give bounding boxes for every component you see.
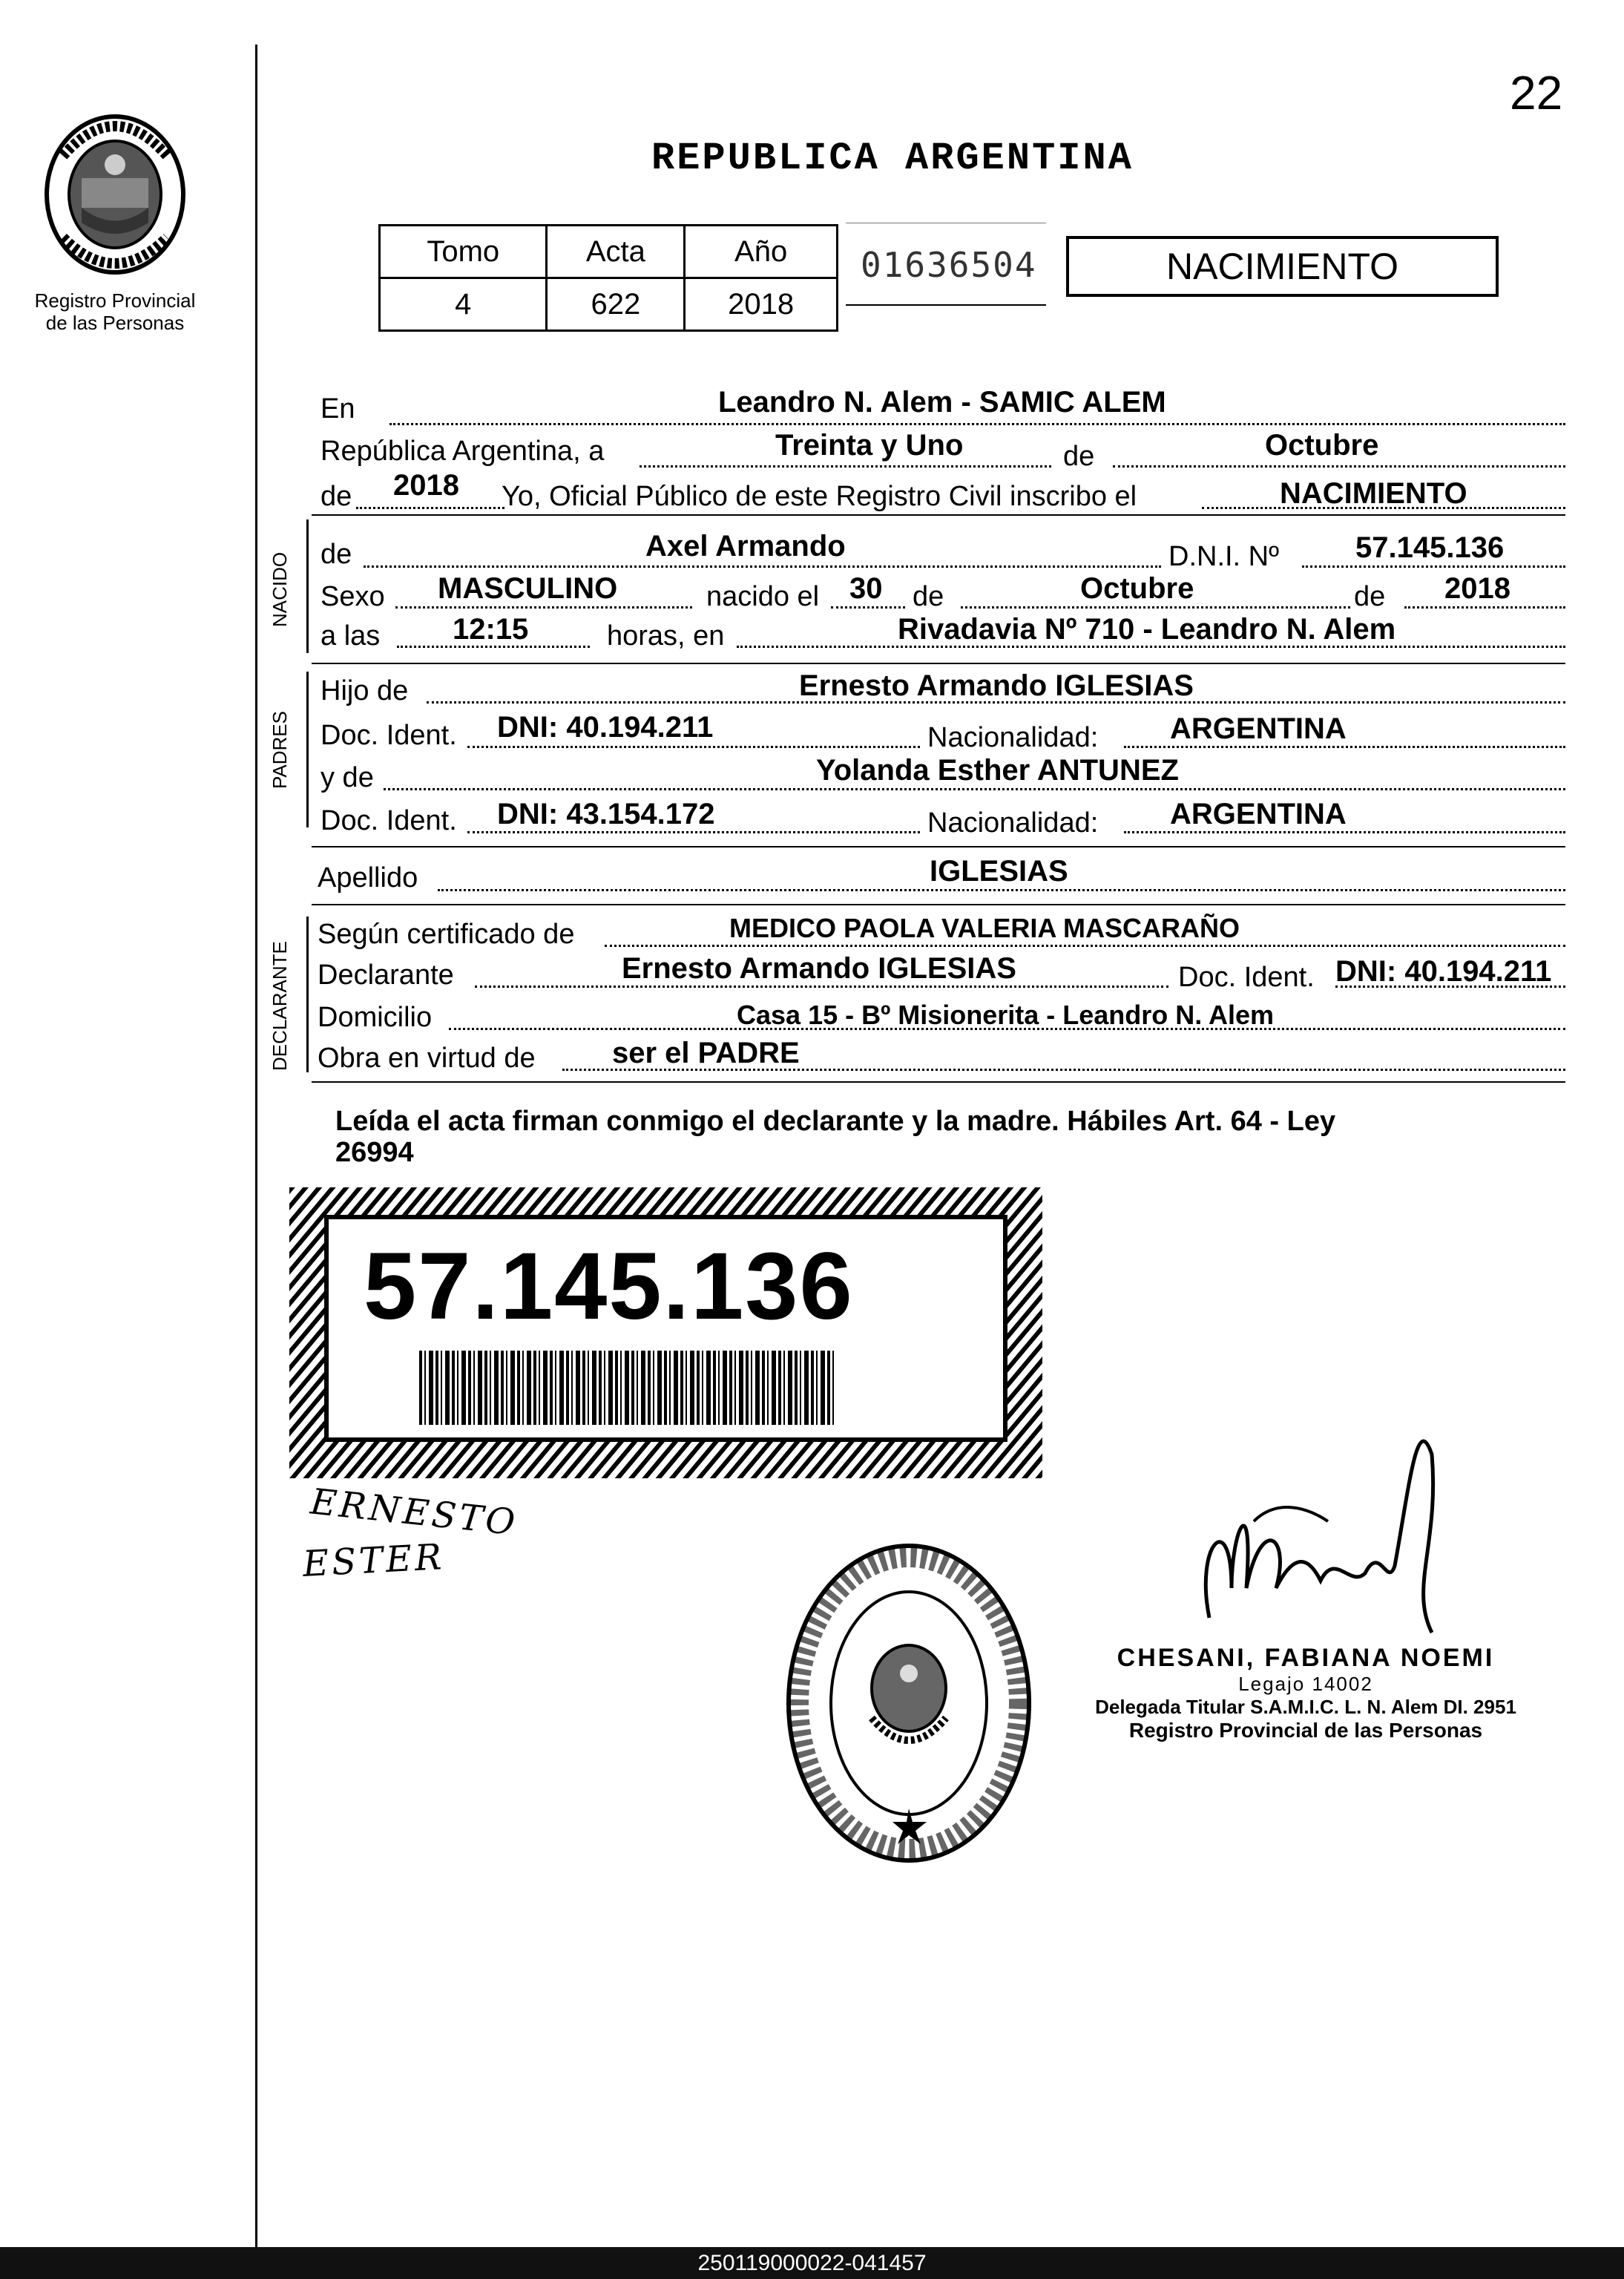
en-value: Leandro N. Alem - SAMIC ALEM <box>718 386 1166 419</box>
name-de-label: de <box>320 539 352 570</box>
hijo-label: Hijo de <box>320 675 409 706</box>
year-value: 2018 <box>393 469 459 502</box>
agency-label-line2: de las Personas <box>45 312 185 334</box>
en-label: En <box>320 393 355 424</box>
father-doc-dotline <box>467 746 920 748</box>
agency-label-line1: Registro Provincial <box>34 289 196 312</box>
birth-de-label: de <box>913 581 944 612</box>
horas-label: horas, en <box>607 620 725 652</box>
dni-sticker <box>289 1187 1042 1478</box>
signatory-role: Delegada Titular S.A.M.I.C. L. N. Alem DI. 2951 <box>1095 1696 1516 1718</box>
ref-header-acta: Acta <box>547 226 685 278</box>
birth-month-dotline <box>961 606 1350 609</box>
barcode-icon <box>419 1351 835 1425</box>
father-nac-label: Nacionalidad: <box>927 722 1099 753</box>
name-dotline <box>364 565 1161 568</box>
margin-rule <box>255 45 257 2247</box>
father-nat-dotline <box>1124 746 1565 748</box>
apellido-section-rule <box>312 846 1565 847</box>
dni-dotline <box>1302 565 1565 568</box>
footer-code: 250119000022-041457 <box>0 2247 1624 2279</box>
obra-value: ser el PADRE <box>612 1037 800 1069</box>
month-dotline <box>1113 465 1565 468</box>
decl-doc-value: DNI: 40.194.211 <box>1335 955 1552 988</box>
nacido-el-label: nacido el <box>706 581 820 612</box>
dni-label: D.N.I. Nº <box>1168 541 1279 572</box>
mother-name-value: Yolanda Esther ANTUNEZ <box>816 754 1179 787</box>
certificado-label: Según certificado de <box>318 919 575 950</box>
ref-header-anio: Año <box>685 226 838 278</box>
form-end-rule <box>312 1081 1565 1083</box>
declarante-section-rule <box>312 904 1565 905</box>
ref-value-acta: 622 <box>547 278 685 331</box>
closing-line2: 26994 <box>335 1137 414 1168</box>
day-value: Treinta y Uno <box>775 429 964 462</box>
mother-nat-value: ARGENTINA <box>1170 798 1347 830</box>
en-dotline <box>389 423 1565 425</box>
decl-doc-dotline <box>1335 986 1565 988</box>
name-value: Axel Armando <box>645 530 846 563</box>
month-value: Octubre <box>1265 429 1379 462</box>
handwritten-name-2: ESTER <box>301 1536 446 1585</box>
day-dotline <box>640 465 1051 468</box>
padres-section-label: PADRES <box>269 711 291 789</box>
ref-table <box>378 224 838 332</box>
obra-label: Obra en virtud de <box>318 1043 536 1074</box>
father-name-value: Ernesto Armando IGLESIAS <box>799 669 1194 702</box>
certificado-value: MEDICO PAOLA VALERIA MASCARAÑO <box>729 913 1240 943</box>
mother-nat-dotline <box>1124 831 1565 833</box>
birth-month-value: Octubre <box>1080 572 1194 605</box>
declarante-bracket <box>306 916 309 1072</box>
signatory-legajo: Legajo 14002 <box>1238 1673 1373 1695</box>
official-signature <box>1187 1395 1439 1640</box>
sticker-dni-number: 57.145.136 <box>364 1233 854 1339</box>
signatory-agency: Registro Provincial de las Personas <box>1128 1719 1483 1742</box>
dni-value: 57.145.136 <box>1355 531 1505 564</box>
birth-time-value: 12:15 <box>453 613 529 646</box>
oficial-label: Yo, Oficial Público de este Registro Civil inscribo el <box>502 481 1137 512</box>
domicilio-label: Domicilio <box>318 1002 433 1033</box>
delegation-stamp <box>783 1540 1035 1866</box>
mother-dotline <box>384 788 1565 790</box>
father-doc-label: Doc. Ident. <box>320 720 457 751</box>
page-number: 22 <box>1510 66 1563 119</box>
year-dotline <box>356 507 504 509</box>
declarante-dotline <box>475 986 1168 988</box>
nacido-section-rule <box>312 514 1565 516</box>
ref-value-tomo: 4 <box>380 278 547 331</box>
closing-line1: Leída el acta firman conmigo el declarante y la madre. Hábiles Art. 64 - Ley <box>335 1106 1336 1137</box>
birth-place-value: Rivadavia Nº 710 - Leandro N. Alem <box>898 613 1396 646</box>
certificado-dotline <box>605 945 1565 947</box>
birth-day-dotline <box>831 606 905 609</box>
sexo-value: MASCULINO <box>438 572 618 605</box>
signatory-name: CHESANI, FABIANA NOEMI <box>1117 1644 1495 1672</box>
page-title: REPUBLICA ARGENTINA <box>651 137 1134 180</box>
republica-label: República Argentina, a <box>320 436 605 467</box>
nacido-bracket <box>306 519 309 653</box>
ref-value-anio: 2018 <box>685 278 838 331</box>
serial-underline <box>846 304 1046 306</box>
padres-section-rule <box>312 663 1565 664</box>
province-seal-icon <box>41 111 189 282</box>
closing-statement <box>335 1106 1335 1168</box>
declarante-section-label: DECLARANTE <box>269 941 291 1071</box>
agency-label <box>15 289 215 334</box>
mother-doc-label: Doc. Ident. <box>320 805 457 836</box>
nacido-section-label: NACIDO <box>269 551 291 627</box>
birth-day-value: 30 <box>849 572 883 605</box>
apellido-dotline <box>438 889 1565 891</box>
inscribo-value: NACIMIENTO <box>1280 477 1467 510</box>
declarante-value: Ernesto Armando IGLESIAS <box>622 952 1016 985</box>
padres-bracket <box>306 672 309 827</box>
mother-nac-label: Nacionalidad: <box>927 807 1099 839</box>
serial-number: 01636504 <box>861 245 1037 285</box>
yde-label: y de <box>320 762 374 793</box>
domicilio-value: Casa 15 - Bº Misionerita - Leandro N. Alem <box>737 1000 1274 1030</box>
record-type-box: NACIMIENTO <box>1066 236 1499 297</box>
de-label: de <box>1063 441 1095 472</box>
father-doc-value: DNI: 40.194.211 <box>497 711 714 744</box>
signatory-block <box>1083 1644 1528 1742</box>
mother-doc-value: DNI: 43.154.172 <box>497 798 715 830</box>
father-nat-value: ARGENTINA <box>1170 712 1347 745</box>
birth-year-value: 2018 <box>1444 572 1510 605</box>
declarante-label: Declarante <box>318 960 454 991</box>
handwritten-name-1: ERNESTO <box>308 1480 520 1544</box>
mother-doc-dotline <box>467 831 920 833</box>
birth-year-dotline <box>1404 606 1565 609</box>
decl-doc-label: Doc. Ident. <box>1178 962 1315 993</box>
sexo-dotline <box>395 606 692 609</box>
alas-label: a las <box>320 620 381 652</box>
birth-de2-label: de <box>1354 581 1386 612</box>
sexo-label: Sexo <box>320 581 385 612</box>
ref-header-tomo: Tomo <box>380 226 547 278</box>
apellido-label: Apellido <box>318 862 418 893</box>
apellido-value: IGLESIAS <box>930 855 1068 888</box>
year-de-label: de <box>320 481 352 512</box>
